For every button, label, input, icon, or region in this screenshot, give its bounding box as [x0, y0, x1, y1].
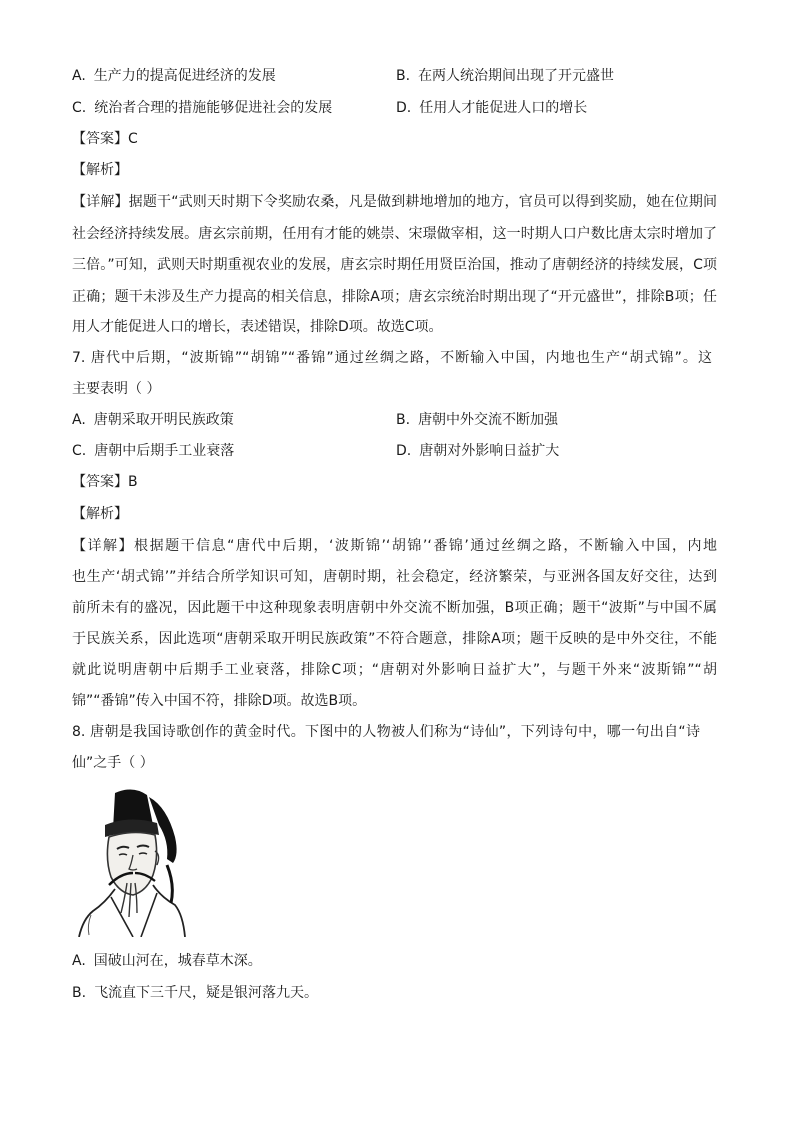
option-label: B. [396, 412, 411, 428]
answer-value: C [128, 131, 138, 147]
option-label: A. [72, 953, 86, 969]
option-text: 唐朝对外影响日益扩大 [419, 443, 560, 459]
option-label: A. [72, 68, 86, 84]
q7-option-c[interactable] [72, 441, 234, 461]
option-label: D. [396, 100, 412, 116]
q6-answer [72, 129, 138, 149]
q7-detail-line: 前所未有的盛况，因此题干中这种现象表明唐朝中外交流不断加强，B项正确；题干“波斯”与中国不属 [72, 600, 717, 616]
option-text: 唐朝采取开明民族政策 [93, 412, 234, 428]
answer-value: B [128, 474, 138, 490]
q6-option-d[interactable] [396, 98, 587, 118]
q7-stem-line: 7. 唐代中后期，“波斯锦”“胡锦”“番锦”通过丝绸之路，不断输入中国，内地也生产“胡式锦”。这 [72, 350, 712, 366]
option-text: 国破山河在，城春草木深。 [93, 953, 262, 969]
q6-option-a[interactable] [72, 66, 276, 86]
q6-detail-line: 正确；题干未涉及生产力提高的相关信息，排除A项；唐玄宗统治时期出现了“开元盛世”，排除B项；任 [72, 289, 717, 305]
q7-detail-line: 也生产‘胡式锦’”并结合所学知识可知，唐朝时期，社会稳定，经济繁荣，与亚洲各国友好交往，达到 [72, 569, 717, 585]
option-label: B. [72, 985, 87, 1001]
answer-label: 【答案】 [72, 131, 128, 147]
q7-detail-line: 【详解】根据题干信息“唐代中后期，‘波斯锦’‘胡锦’‘番锦’通过丝绸之路，不断输入中国，内地 [72, 538, 717, 554]
q7-analysis-label: 【解析】 [72, 506, 128, 522]
q6-detail-line: 用人才能促进人口的增长，表述错误，排除D项。故选C项。 [72, 319, 443, 335]
q6-analysis-label: 【解析】 [72, 162, 128, 178]
q7-option-d[interactable] [396, 441, 559, 461]
option-text: 飞流直下三千尺，疑是银河落九天。 [94, 985, 319, 1001]
q7-option-a[interactable] [72, 410, 234, 430]
q8-stem-line: 仙”之手（ ） [72, 755, 154, 771]
q7-option-b[interactable] [396, 410, 558, 430]
q7-answer [72, 472, 138, 492]
q6-detail-line: 三倍。”可知，武则天时期重视农业的发展，唐玄宗时期任用贤臣治国，推动了唐朝经济的持续发展，C项 [72, 257, 717, 273]
q7-detail-line: 于民族关系，因此选项“唐朝采取开明民族政策”不符合题意，排除A项；题干反映的是中外交往，不能 [72, 631, 717, 647]
q7-detail-line: 就此说明唐朝中后期手工业衰落，排除C项；“唐朝对外影响日益扩大”，与题干外来“波斯锦”“胡 [72, 662, 717, 678]
option-label: C. [72, 443, 87, 459]
q8-option-a[interactable] [72, 951, 262, 971]
q6-detail-line: 社会经济持续发展。唐玄宗前期，任用有才能的姚崇、宋璟做宰相，这一时期人口户数比唐太宗时增加了 [72, 226, 717, 242]
q6-option-c[interactable] [72, 98, 332, 118]
q8-option-b[interactable] [72, 983, 318, 1003]
option-text: 任用人才能促进人口的增长 [419, 100, 588, 116]
q7-detail-line: 锦”“番锦”传入中国不符，排除D项。故选B项。 [72, 693, 367, 709]
option-text: 唐朝中外交流不断加强 [418, 412, 559, 428]
option-label: C. [72, 100, 87, 116]
option-text: 生产力的提高促进经济的发展 [93, 68, 276, 84]
option-label: B. [396, 68, 411, 84]
q7-stem-line: 主要表明（ ） [72, 381, 161, 397]
q6-detail-line: 【详解】据题干“武则天时期下令奖励农桑，凡是做到耕地增加的地方，官员可以得到奖励，她在位期间 [72, 194, 717, 210]
option-text: 统治者合理的措施能够促进社会的发展 [94, 100, 333, 116]
option-text: 在两人统治期间出现了开元盛世 [418, 68, 615, 84]
q8-stem-line: 8. 唐朝是我国诗歌创作的黄金时代。下图中的人物被人们称为“诗仙”，下列诗句中，哪一句出自“诗 [72, 724, 700, 740]
q6-option-b[interactable] [396, 66, 614, 86]
answer-label: 【答案】 [72, 474, 128, 490]
option-label: A. [72, 412, 86, 428]
option-label: D. [396, 443, 412, 459]
option-text: 唐朝中后期手工业衰落 [94, 443, 235, 459]
poet-portrait-image [75, 785, 187, 937]
